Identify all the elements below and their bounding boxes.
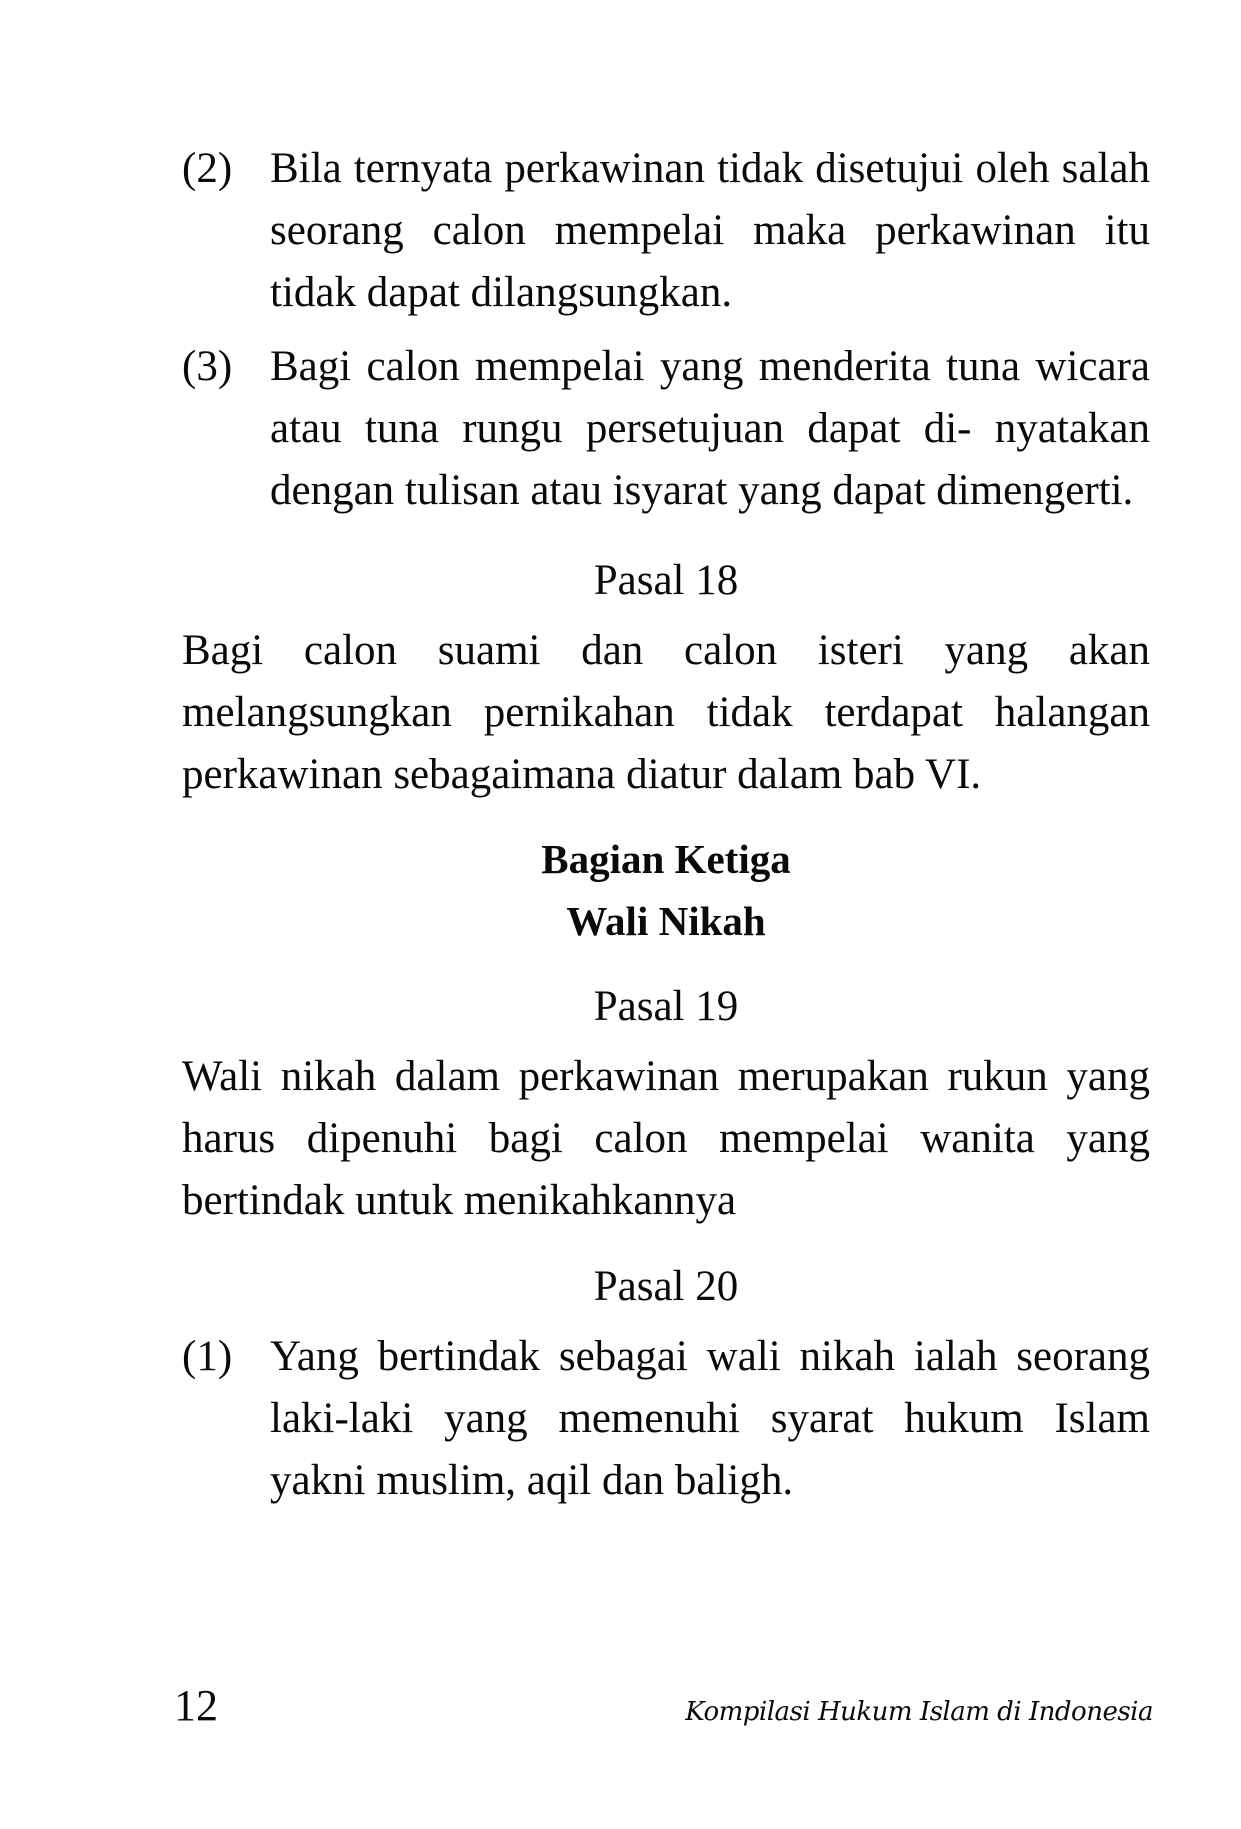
pasal-19-text: Wali nikah dalam perkawinan merupakan rukun yang harus dipenuhi bagi calon mempelai wanita yang bertindak untuk menikahkannya: [182, 1053, 1150, 1224]
page-body: [182, 138, 1150, 1512]
page-footer: [174, 1680, 1153, 1731]
article-item-2: [182, 138, 1150, 324]
pasal-20-title: Pasal 20: [593, 1263, 739, 1310]
pasal-18-title: Pasal 18: [593, 557, 739, 604]
book-title: Kompilasi Hukum Islam di Indonesia: [685, 1697, 1153, 1727]
page-number: 12: [174, 1681, 218, 1730]
section-part-heading: Bagian Ketiga: [541, 836, 791, 882]
pasal-19-title: Pasal 19: [593, 983, 739, 1030]
item-text: Yang bertindak sebagai wali nikah ialah seorang laki-laki yang memenuhi syarat hukum Islam yakni muslim, aqil dan baligh.: [270, 1333, 1150, 1504]
item-number: (2): [182, 145, 233, 192]
item-number: (3): [182, 343, 233, 390]
article-item-1: [182, 1326, 1150, 1512]
item-text: Bagi calon mempelai yang menderita tuna wicara atau tuna rungu persetujuan dapat di- nyatakan dengan tulisan atau isyarat yang dapat dimengerti.: [270, 343, 1150, 514]
item-number: (1): [182, 1333, 233, 1380]
article-item-3: [182, 336, 1150, 522]
pasal-18-text: Bagi calon suami dan calon isteri yang akan melangsungkan pernikahan tidak terdapat halangan perkawinan sebagaimana diatur dalam bab VI.: [182, 627, 1150, 798]
section-title-heading: Wali Nikah: [566, 898, 766, 944]
item-text: Bila ternyata perkawinan tidak disetujui oleh salah seorang calon mempelai maka perkawinan itu tidak dapat dilangsungkan.: [270, 145, 1150, 316]
